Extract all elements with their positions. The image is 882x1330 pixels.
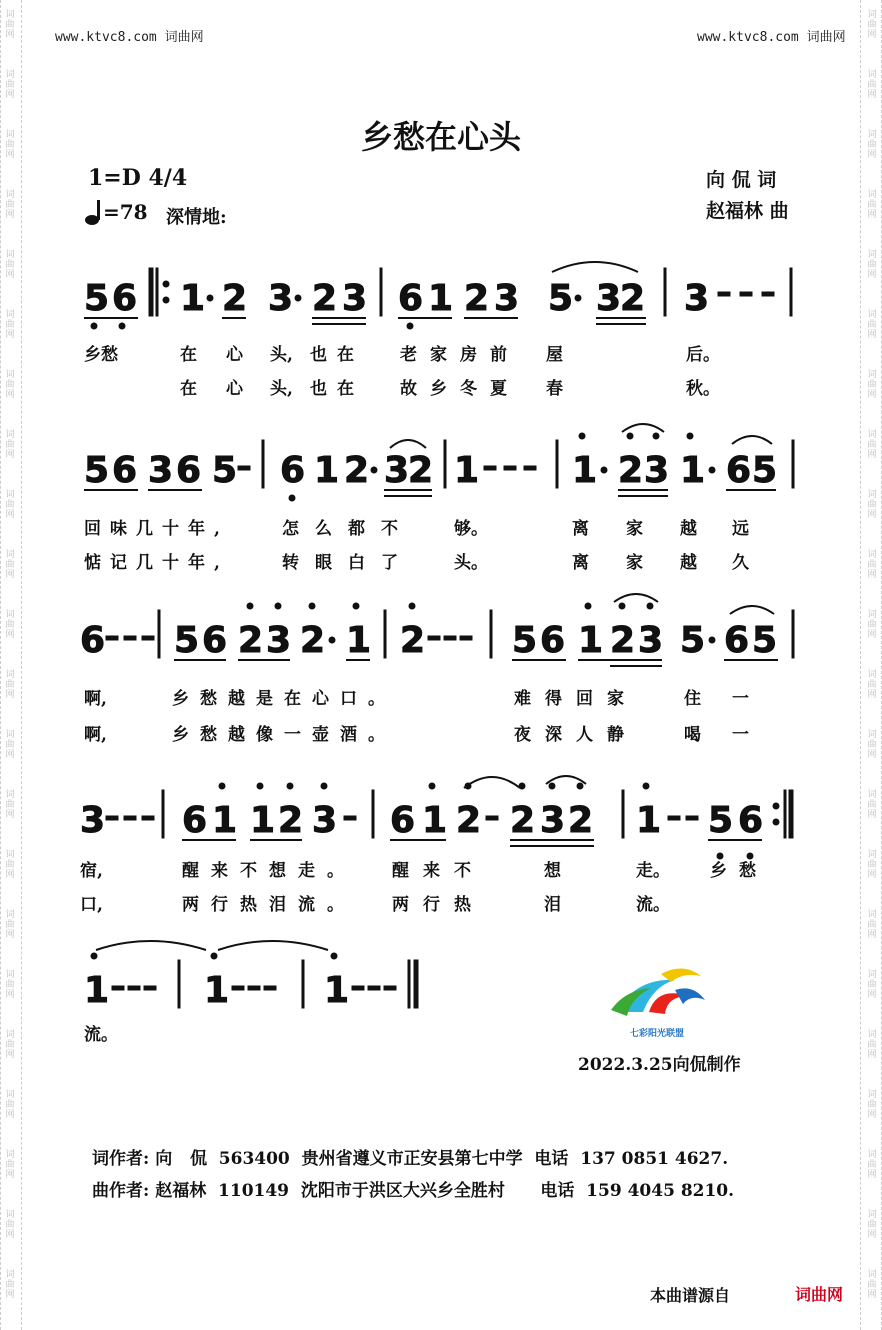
lyric-word: 心 — [226, 345, 243, 365]
lyric-word: 乡愁越像一壶酒。 — [172, 725, 396, 745]
lyric-word: 够。 — [454, 519, 488, 539]
svg-text:1: 1 — [572, 450, 598, 491]
svg-text:3: 3 — [312, 800, 338, 841]
lyric-word: 流。 — [636, 895, 670, 915]
lyric-word: 故乡冬夏 — [400, 379, 520, 399]
svg-text:5: 5 — [84, 450, 110, 491]
side-watermark: 词曲网 — [867, 1270, 877, 1300]
lyric-word: 春 — [546, 379, 563, 399]
lyric-word: 宿, — [80, 861, 103, 881]
made-by-note: 2022.3.25向侃制作 — [578, 1055, 741, 1075]
svg-text:6: 6 — [738, 800, 764, 841]
svg-text:1: 1 — [636, 800, 662, 841]
rainbow-logo — [605, 960, 710, 1045]
lyric-word: 心 — [226, 379, 243, 399]
score-line-4 — [80, 776, 793, 859]
lyric-word: 久 — [732, 553, 749, 573]
lyricist-info: 词作者: 向 侃 563400 贵州省遵义市正安县第七中学 电话 137 0851 4627. — [92, 1149, 729, 1169]
side-watermark: 词曲网 — [867, 370, 877, 400]
lyric-word: 回味几十年, — [84, 519, 229, 539]
side-watermark: 词曲网 — [5, 550, 15, 580]
composer-credit: 赵福林 曲 — [706, 200, 789, 222]
svg-text:6: 6 — [398, 278, 424, 319]
svg-text:2: 2 — [300, 620, 326, 661]
svg-text:3: 3 — [80, 800, 106, 841]
side-watermark: 词曲网 — [5, 310, 15, 340]
side-watermark: 词曲网 — [5, 130, 15, 160]
lyric-word: 喝 — [684, 725, 701, 745]
lyric-word: 后。 — [686, 345, 720, 365]
lyric-word: 流。 — [84, 1025, 118, 1045]
side-watermark: 词曲网 — [867, 670, 877, 700]
svg-text:1: 1 — [680, 450, 706, 491]
lyric-word: 两行热泪流。 — [182, 895, 356, 915]
svg-text:2: 2 — [620, 278, 646, 319]
side-watermark: 词曲网 — [867, 1030, 877, 1060]
svg-text:1: 1 — [84, 970, 110, 1011]
lyric-word: 惦记几十年, — [84, 553, 229, 573]
lyric-word: 远 — [732, 519, 749, 539]
lyric-word: 一 — [732, 725, 749, 745]
svg-text:5: 5 — [548, 278, 574, 319]
svg-text:2: 2 — [610, 620, 636, 661]
svg-text:3: 3 — [494, 278, 520, 319]
lyric-word: 越 — [680, 553, 697, 573]
side-watermark: 词曲网 — [5, 190, 15, 220]
side-watermark: 词曲网 — [5, 1090, 15, 1120]
svg-text:3: 3 — [268, 278, 294, 319]
side-watermark: 词曲网 — [5, 1150, 15, 1180]
lyric-word: 屋 — [546, 345, 563, 365]
side-watermark: 词曲网 — [867, 1090, 877, 1120]
svg-text:6: 6 — [390, 800, 416, 841]
lyric-word: 也在 — [310, 345, 364, 365]
side-watermark: 词曲网 — [5, 10, 15, 40]
score-line-1 — [84, 262, 792, 329]
svg-text:3: 3 — [342, 278, 368, 319]
svg-text:3: 3 — [266, 620, 292, 661]
lyric-word: 离 — [572, 553, 589, 573]
lyric-word: 头, — [270, 345, 293, 365]
lyric-word: 离 — [572, 519, 589, 539]
svg-text:2: 2 — [222, 278, 248, 319]
side-watermark: 词曲网 — [867, 70, 877, 100]
side-watermark: 词曲网 — [867, 790, 877, 820]
lyric-word: 在 — [180, 345, 197, 365]
lyric-word: 泪 — [544, 895, 561, 915]
side-watermark: 词曲网 — [5, 1030, 15, 1060]
site-url-left[interactable]: www.ktvc8.com 词曲网 — [55, 30, 204, 45]
side-watermark: 词曲网 — [5, 1270, 15, 1300]
score-line-2 — [84, 424, 794, 501]
lyric-word: 乡愁 — [710, 861, 768, 881]
side-watermark: 词曲网 — [5, 70, 15, 100]
side-watermark: 词曲网 — [5, 490, 15, 520]
svg-text:2: 2 — [618, 450, 644, 491]
side-watermark: 词曲网 — [867, 970, 877, 1000]
svg-text:3: 3 — [638, 620, 664, 661]
side-watermark: 词曲网 — [867, 490, 877, 520]
lyric-word: 啊, — [84, 689, 107, 709]
svg-text:6: 6 — [182, 800, 208, 841]
svg-text:6: 6 — [112, 450, 138, 491]
song-title: 乡愁在心头 — [360, 118, 521, 156]
side-watermark: 词曲网 — [867, 310, 877, 340]
lyric-word: 难得回家 — [514, 689, 638, 709]
svg-text:1: 1 — [204, 970, 230, 1011]
svg-text:1: 1 — [346, 620, 372, 661]
side-watermark: 词曲网 — [5, 850, 15, 880]
svg-text:6: 6 — [540, 620, 566, 661]
svg-text:2: 2 — [408, 450, 434, 491]
svg-text:2: 2 — [278, 800, 304, 841]
svg-text:1: 1 — [428, 278, 454, 319]
side-watermark: 词曲网 — [5, 250, 15, 280]
svg-text:3: 3 — [684, 278, 710, 319]
svg-text:1: 1 — [578, 620, 604, 661]
side-watermark: 词曲网 — [867, 550, 877, 580]
svg-text:3: 3 — [148, 450, 174, 491]
score-line-3 — [80, 594, 794, 666]
lyric-word: 乡愁 — [84, 345, 118, 365]
svg-text:6: 6 — [176, 450, 202, 491]
tempo-marking: =78 — [103, 200, 148, 224]
side-watermark: 词曲网 — [867, 250, 877, 280]
side-watermark: 词曲网 — [5, 370, 15, 400]
lyric-word: 在 — [180, 379, 197, 399]
score-line-5 — [84, 941, 418, 1011]
lyric-word: 口, — [80, 895, 103, 915]
side-watermark: 词曲网 — [867, 430, 877, 460]
side-watermark: 词曲网 — [867, 130, 877, 160]
svg-text:5: 5 — [708, 800, 734, 841]
svg-text:5: 5 — [752, 620, 778, 661]
side-watermark: 词曲网 — [867, 910, 877, 940]
svg-text:6: 6 — [202, 620, 228, 661]
svg-text:2: 2 — [312, 278, 338, 319]
svg-text:2: 2 — [238, 620, 264, 661]
lyric-word: 啊, — [84, 725, 107, 745]
svg-text:1: 1 — [180, 278, 206, 319]
side-watermark: 词曲网 — [867, 1150, 877, 1180]
svg-text:2: 2 — [464, 278, 490, 319]
svg-text:6: 6 — [280, 450, 306, 491]
svg-text:3: 3 — [384, 450, 410, 491]
svg-text:5: 5 — [512, 620, 538, 661]
logo-caption: 七彩阳光联盟 — [629, 1029, 685, 1039]
lyric-word: 头。 — [454, 553, 488, 573]
svg-text:5: 5 — [752, 450, 778, 491]
svg-text:6: 6 — [724, 620, 750, 661]
side-watermark: 词曲网 — [5, 610, 15, 640]
side-watermark: 词曲网 — [867, 850, 877, 880]
side-watermark: 词曲网 — [867, 730, 877, 760]
svg-text:1: 1 — [454, 450, 480, 491]
composer-info: 曲作者: 赵福林 110149 沈阳市于洪区大兴乡全胜村 电话 159 4045 8210. — [92, 1181, 735, 1201]
svg-text:2: 2 — [456, 800, 482, 841]
svg-text:5: 5 — [212, 450, 238, 491]
svg-text:5: 5 — [174, 620, 200, 661]
svg-text:3: 3 — [596, 278, 622, 319]
svg-text:2: 2 — [344, 450, 370, 491]
side-watermark: 词曲网 — [867, 1210, 877, 1240]
lyric-word: 两行热 — [392, 895, 485, 915]
svg-text:6: 6 — [80, 620, 106, 661]
side-watermark: 词曲网 — [867, 10, 877, 40]
source-label: 本曲谱源自 — [650, 1286, 731, 1305]
logo-yellow-swoosh — [661, 968, 701, 982]
lyric-word: 头, — [270, 379, 293, 399]
lyric-word: 老家房前 — [400, 345, 520, 365]
key-signature: 1=D 4/4 — [88, 165, 188, 191]
svg-text:3: 3 — [540, 800, 566, 841]
svg-text:1: 1 — [212, 800, 238, 841]
lyric-word: 走。 — [636, 861, 670, 881]
side-watermark: 词曲网 — [5, 970, 15, 1000]
lyric-word: 乡愁越是在心口。 — [172, 689, 396, 709]
lyric-word: 一 — [732, 689, 749, 709]
source-site-link[interactable]: 词曲网 — [795, 1285, 844, 1304]
lyric-word: 想 — [544, 861, 561, 881]
lyric-word: 家 — [626, 553, 643, 573]
lyric-word: 家 — [626, 519, 643, 539]
svg-text:3: 3 — [644, 450, 670, 491]
side-watermark: 词曲网 — [5, 430, 15, 460]
side-watermark: 词曲网 — [5, 730, 15, 760]
side-watermark: 词曲网 — [867, 190, 877, 220]
lyric-word: 醒来不 — [392, 861, 485, 881]
svg-text:2: 2 — [400, 620, 426, 661]
side-watermark: 词曲网 — [5, 1210, 15, 1240]
svg-text:2: 2 — [510, 800, 536, 841]
svg-text:1: 1 — [250, 800, 276, 841]
side-watermark: 词曲网 — [5, 790, 15, 820]
side-watermark: 词曲网 — [5, 670, 15, 700]
lyric-word: 越 — [680, 519, 697, 539]
lyricist-credit: 向 侃 词 — [706, 169, 777, 191]
svg-text:2: 2 — [568, 800, 594, 841]
lyric-word: 也在 — [310, 379, 364, 399]
lyric-word: 夜深人静 — [514, 725, 638, 745]
side-watermark: 词曲网 — [5, 910, 15, 940]
logo-blue-swoosh — [675, 988, 705, 1004]
lyric-word: 转眼白了 — [282, 553, 414, 573]
site-url-right[interactable]: www.ktvc8.com 词曲网 — [697, 30, 846, 45]
svg-text:6: 6 — [726, 450, 752, 491]
expression-marking: 深情地: — [166, 207, 227, 228]
side-watermark: 词曲网 — [867, 610, 877, 640]
svg-text:1: 1 — [324, 970, 350, 1011]
svg-text:5: 5 — [84, 278, 110, 319]
lyric-word: 住 — [684, 689, 701, 709]
svg-text:1: 1 — [422, 800, 448, 841]
svg-text:1: 1 — [314, 450, 340, 491]
lyric-word: 秋。 — [686, 379, 720, 399]
lyric-word: 醒来不想走。 — [182, 861, 356, 881]
svg-text:5: 5 — [680, 620, 706, 661]
svg-text:6: 6 — [112, 278, 138, 319]
lyric-word: 怎么都不 — [282, 519, 414, 539]
